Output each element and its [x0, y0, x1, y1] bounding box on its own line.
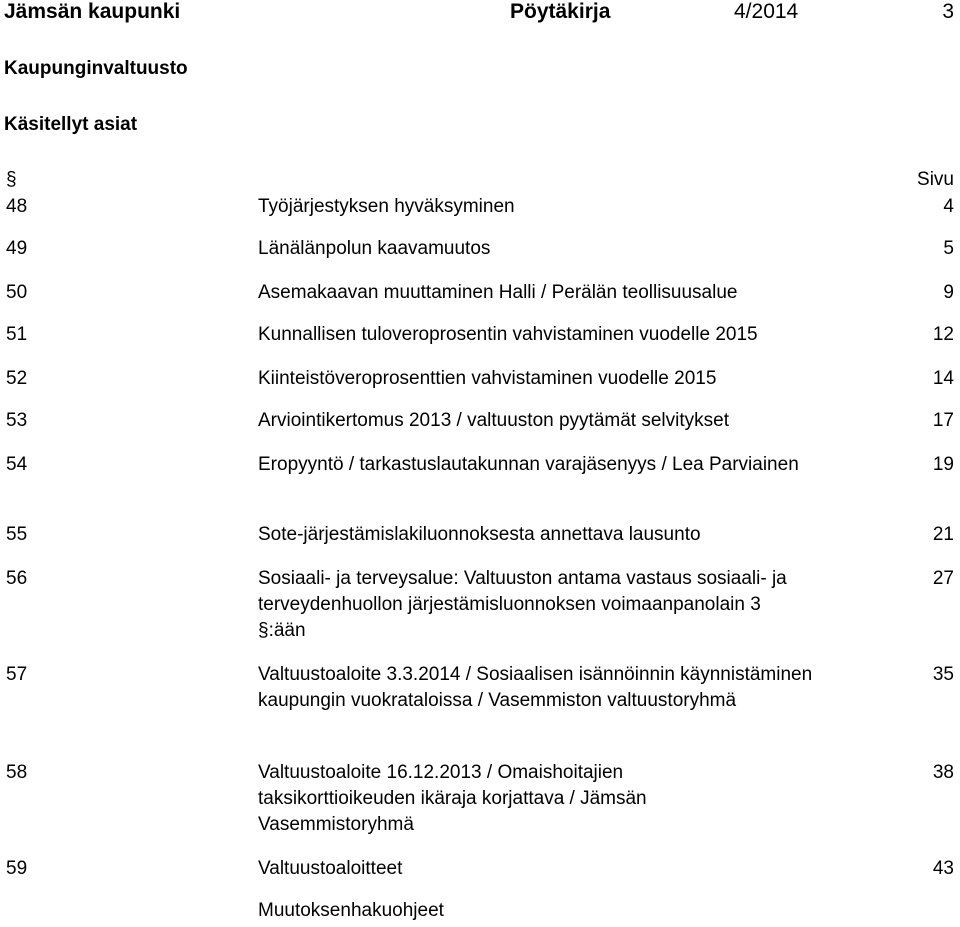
item-title: Sote-järjestämislakiluonnoksesta annettava lausunto [258, 524, 701, 545]
item-number: 59 [6, 858, 28, 879]
item-page: 43 [932, 858, 954, 879]
item-page: 17 [932, 410, 954, 431]
item-number: 57 [6, 664, 28, 685]
item-number: 58 [6, 762, 28, 783]
item-title: Valtuustoaloite 16.12.2013 / Omaishoitajien taksikorttioikeuden ikäraja korjattava / Jämsän Vasemmistoryhmä [258, 762, 647, 835]
item-page: 5 [943, 238, 954, 259]
item-number: 51 [6, 324, 28, 345]
item-number: 56 [6, 568, 28, 589]
section-symbol: § [6, 169, 17, 190]
page-column-label: Sivu [917, 169, 954, 190]
item-number: 54 [6, 454, 28, 475]
item-page: 38 [932, 762, 954, 783]
item-number: 55 [6, 524, 28, 545]
item-number: 48 [6, 196, 28, 217]
municipality-name: Jämsän kaupunki [4, 0, 181, 23]
item-title: Valtuustoaloite 3.3.2014 / Sosiaalisen isännöinnin käynnistäminen kaupungin vuokrataloissa / Vasemmiston valtuustoryhmä [258, 664, 813, 711]
item-title: Asemakaavan muuttaminen Halli / Perälän teollisuusalue [258, 282, 738, 303]
council-title: Kaupunginvaltuusto [4, 58, 188, 79]
item-title: Arviointikertomus 2013 / valtuuston pyytämät selvitykset [258, 410, 729, 431]
item-page: 14 [932, 368, 954, 389]
item-title: Työjärjestyksen hyväksyminen [258, 196, 515, 217]
item-page: 4 [943, 196, 954, 217]
item-number: 53 [6, 410, 28, 431]
item-number: 50 [6, 282, 28, 303]
item-page: 35 [932, 664, 954, 685]
page-header [0, 0, 960, 26]
item-title: Kunnallisen tuloveroprosentin vahvistaminen vuodelle 2015 [258, 324, 758, 345]
item-title: Länälänpolun kaavamuutos [258, 238, 491, 259]
appeal-instructions: Muutoksenhakuohjeet [258, 900, 444, 921]
item-page: 27 [932, 568, 954, 589]
item-page: 21 [932, 524, 954, 545]
item-page: 12 [932, 324, 954, 345]
item-page: 9 [943, 282, 954, 303]
item-title: Valtuustoaloitteet [258, 858, 403, 879]
page-number: 3 [942, 0, 954, 23]
item-title: Sosiaali- ja terveysalue: Valtuuston antama vastaus sosiaali- ja terveydenhuollon järjestämisluonnoksen voimaanpanolain 3 §:ään [258, 568, 787, 641]
item-number: 49 [6, 238, 28, 259]
item-page: 19 [932, 454, 954, 475]
section-heading: Käsitellyt asiat [4, 114, 138, 135]
document-number: 4/2014 [734, 0, 799, 23]
document-type: Pöytäkirja [510, 0, 611, 23]
column-header [0, 168, 960, 192]
item-number: 52 [6, 368, 28, 389]
item-title: Eropyyntö / tarkastuslautakunnan varajäsenyys / Lea Parviainen [258, 454, 799, 475]
item-title: Kiinteistöveroprosenttien vahvistaminen vuodelle 2015 [258, 368, 717, 389]
